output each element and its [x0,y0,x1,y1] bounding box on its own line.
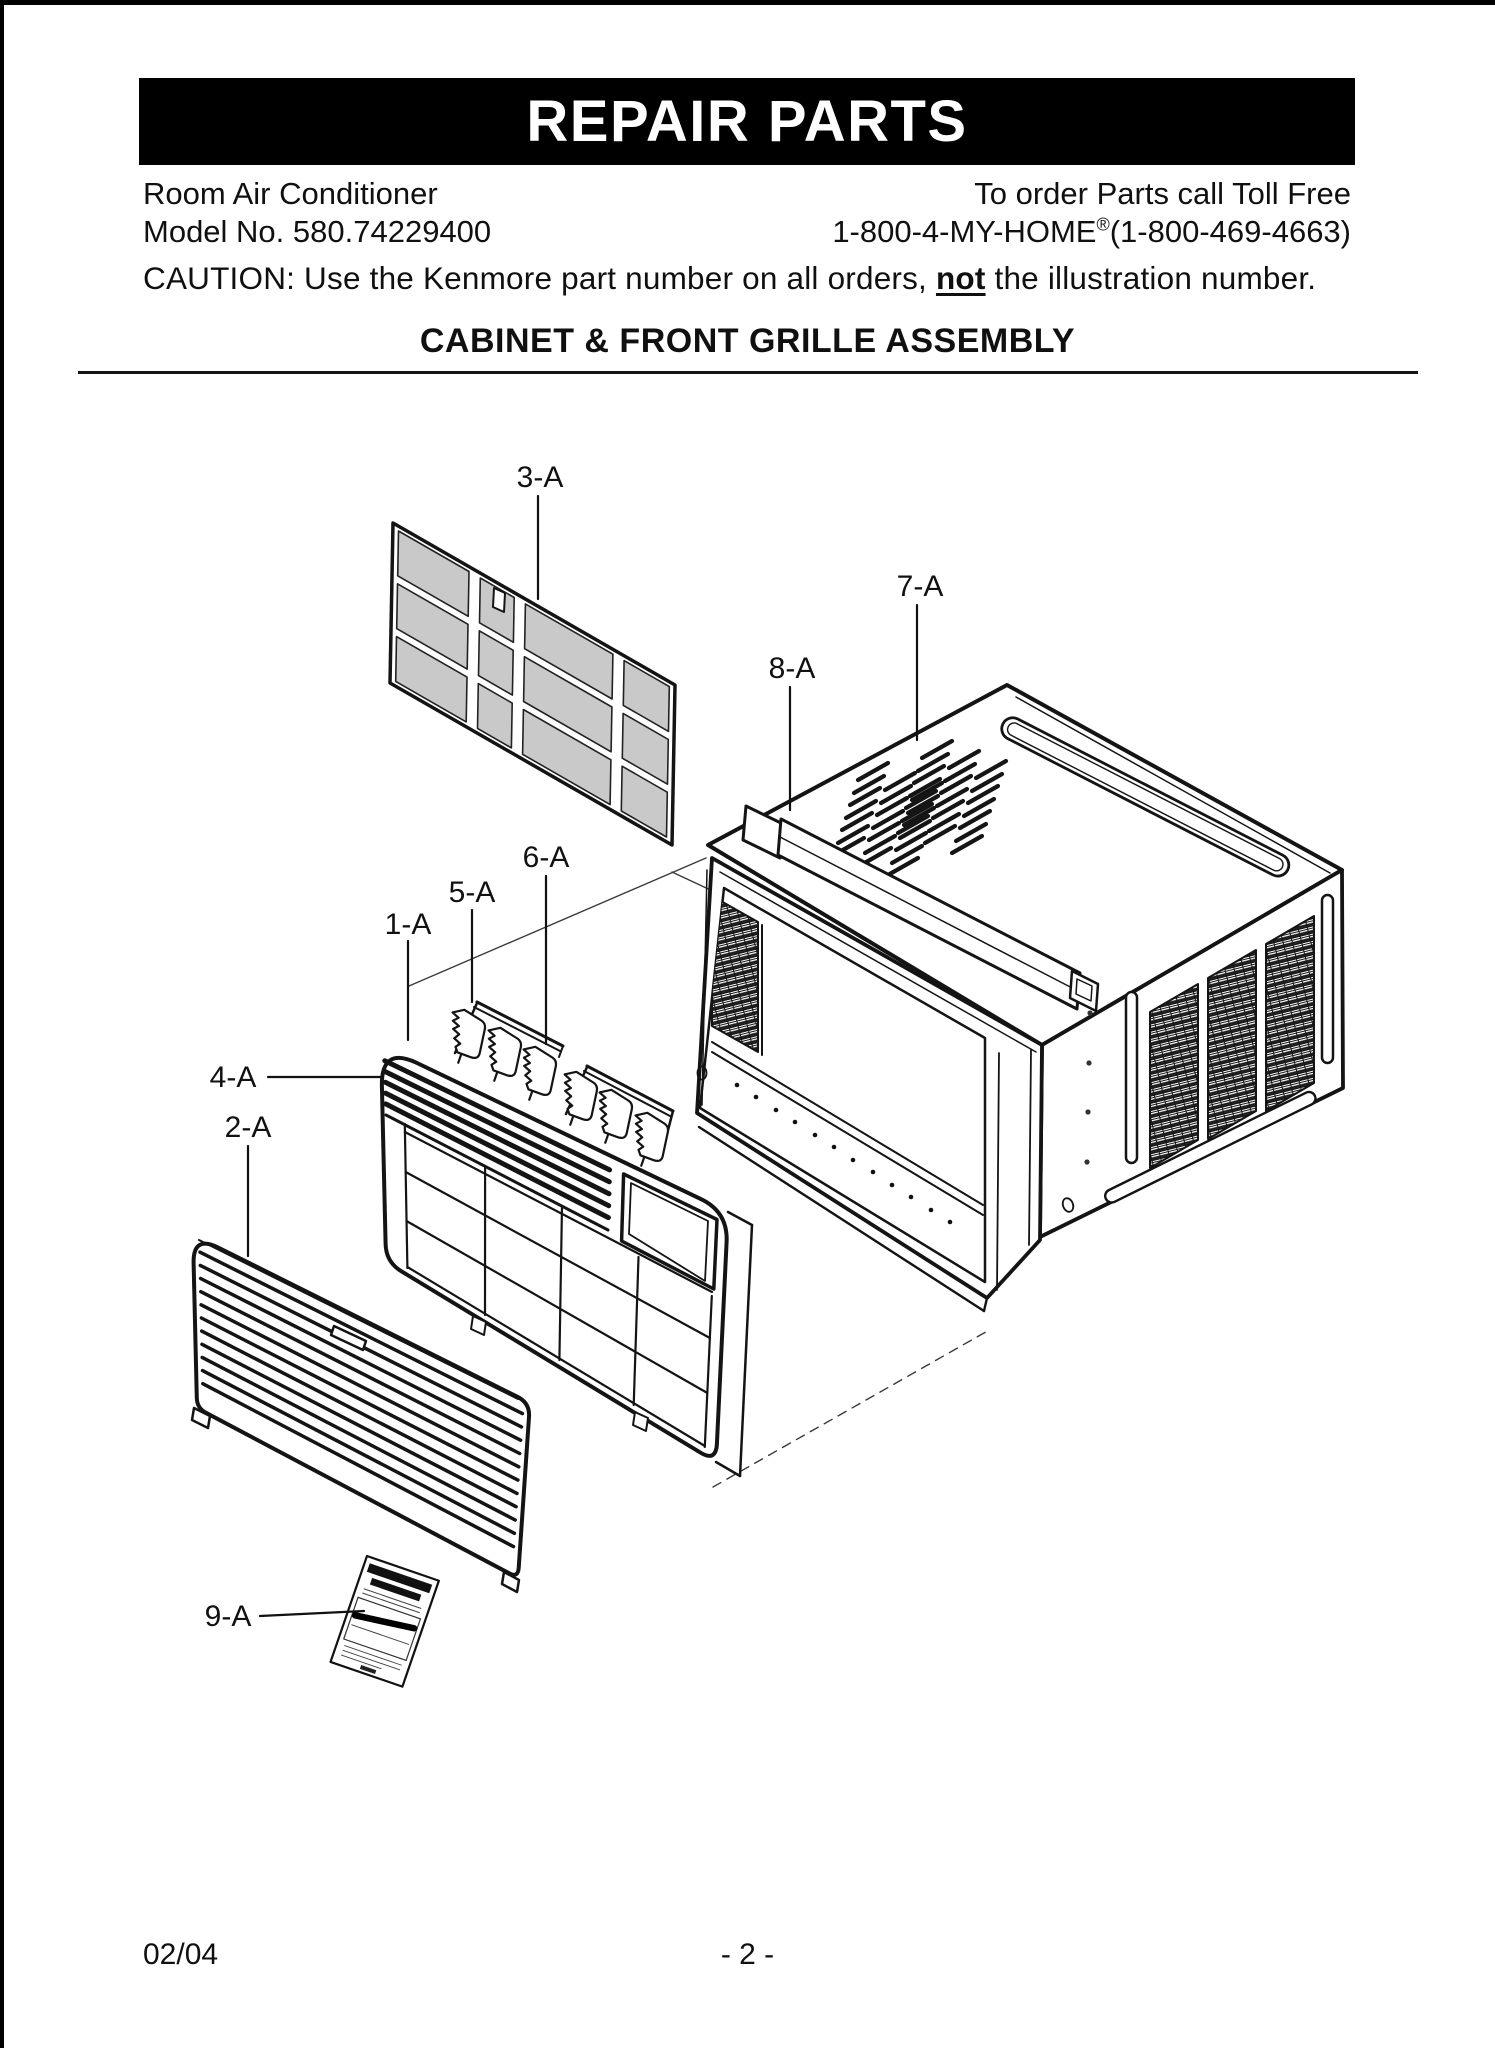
registered-mark: ® [1096,214,1110,235]
part-label-2-A: 2-A [224,1111,272,1144]
energy-guide-label-part [331,1556,439,1687]
section-title: CABINET & FRONT GRILLE ASSEMBLY [419,322,1076,360]
side-slot-right [1322,895,1333,1063]
air-filter-part [390,523,675,845]
caution-text: CAUTION: Use the Kenmore part number on all orders, not the illustration number. [143,260,1317,296]
part-label-9-A: 9-A [204,1600,252,1633]
page-title: REPAIR PARTS [526,89,968,154]
model-number: Model No. 580.74229400 [143,214,492,249]
part-label-4-A: 4-A [209,1061,257,1094]
phone-number: 1-800-4-MY-HOME®(1-800-469-4663) [832,214,1351,249]
page-number: - 2 - [720,1938,775,1971]
order-info: To order Parts call Toll Free [974,176,1351,211]
filter-cells [396,531,670,837]
part-label-6-A: 6-A [522,841,570,874]
product-name: Room Air Conditioner [143,176,438,211]
part-label-3-A: 3-A [516,461,564,494]
part-label-1-A: 1-A [384,908,432,941]
side-slot-left [1126,992,1137,1163]
footer-date: 02/04 [143,1938,219,1971]
part-label-5-A: 5-A [448,876,496,909]
cabinet-part [697,685,1343,1311]
part-label-7-A: 7-A [896,570,944,603]
part-label-8-A: 8-A [768,652,816,685]
